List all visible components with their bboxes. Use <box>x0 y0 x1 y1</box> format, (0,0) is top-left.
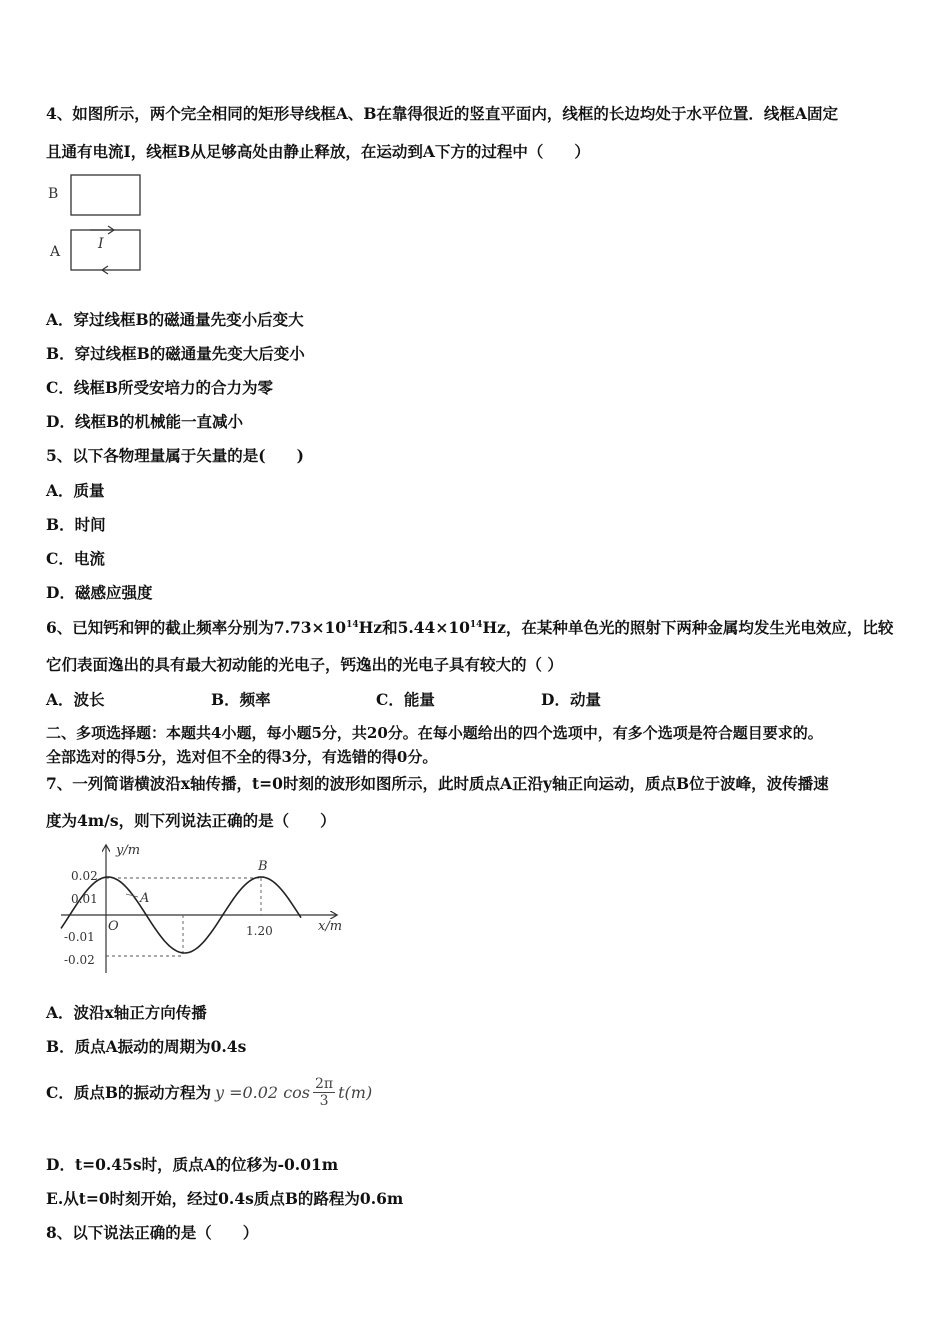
q4-option-d: D．线框B的机械能一直减小 <box>46 412 244 431</box>
q6-option-a: A．波长 <box>46 690 105 709</box>
q4-option-c: C．线框B所受安培力的合力为零 <box>46 378 273 397</box>
q5-option-a: A．质量 <box>46 481 105 500</box>
tick-0-02: 0.02 <box>71 869 98 883</box>
q4-stem-line1: 4、如图所示，两个完全相同的矩形导线框A、B在靠得很近的竖直平面内，线框的长边均处于水平位置．线框A固定 <box>46 104 838 123</box>
q6-option-b: B．频率 <box>211 690 271 709</box>
q7-stem-line2: 度为4m/s，则下列说法正确的是（ ） <box>46 811 336 830</box>
q5-option-b: B．时间 <box>46 515 106 534</box>
q5-stem: 5、以下各物理量属于矢量的是( ) <box>46 446 304 465</box>
q4-figure-label-b: B <box>48 186 59 202</box>
q7-option-c: C．质点B的振动方程为 y =0.02 cos $\frac{2\pi}{3}$ t(m) <box>46 1075 373 1109</box>
q7-wave-graph <box>56 838 356 978</box>
point-a-label: A <box>140 891 150 906</box>
q7-option-a: A．波沿x轴正方向传播 <box>46 1003 207 1022</box>
q6-option-c: C．能量 <box>376 690 435 709</box>
tick-neg-0-01: -0.01 <box>64 930 95 944</box>
section2-line1: 二、多项选择题：本题共4小题，每小题5分，共20分。在每小题给出的四个选项中，有多个选项是符合题目要求的。 <box>46 724 823 742</box>
q7-option-e: E.从t=0时刻开始，经过0.4s质点B的路程为0.6m <box>46 1189 404 1208</box>
y-axis-label: y/m <box>116 843 141 858</box>
q6-stem-line2: 它们表面逸出的具有最大初动能的光电子，钙逸出的光电子具有较大的（ ） <box>46 655 563 674</box>
q7-option-d: D．t=0.45s时，质点A的位移为-0.01m <box>46 1155 339 1174</box>
q7-option-b: B．质点A振动的周期为0.4s <box>46 1037 247 1056</box>
q4-option-a: A．穿过线框B的磁通量先变小后变大 <box>46 310 304 329</box>
q4-figure-current-label: I <box>98 236 104 252</box>
q6-stem-line1: 6、已知钙和钾的截止频率分别为$7.73\times 10^{14}Hz$和$5.44\times 10^{14}Hz$，在某种单色光的照射下两种金属均发生光电效应，比较 <box>46 618 894 637</box>
x-axis-label: x/m <box>318 919 343 934</box>
origin-label: O <box>108 919 119 934</box>
frame-a <box>71 230 140 270</box>
q4-stem-line2: 且通有电流I，线框B从足够高处由静止释放，在运动到A下方的过程中（ ） <box>46 142 590 161</box>
point-b-label: B <box>258 859 268 874</box>
q4-figure <box>44 168 154 280</box>
q6-options <box>46 688 706 710</box>
q8-stem: 8、以下说法正确的是（ ） <box>46 1223 259 1242</box>
tick-neg-0-02: -0.02 <box>64 953 95 967</box>
q4-figure-label-a: A <box>50 244 61 260</box>
q5-option-d: D．磁感应强度 <box>46 583 153 602</box>
frame-b <box>71 175 140 215</box>
q5-option-c: C．电流 <box>46 549 105 568</box>
tick-1-20: 1.20 <box>246 924 273 938</box>
q6-option-d: D．动量 <box>541 690 601 709</box>
q4-option-b: B．穿过线框B的磁通量先变大后变小 <box>46 344 305 363</box>
tick-0-01: 0.01 <box>71 892 98 906</box>
section2-line2: 全部选对的得5分，选对但不全的得3分，有选错的得0分。 <box>46 748 438 766</box>
q7-stem-line1: 7、一列简谐横波沿x轴传播，t=0时刻的波形如图所示，此时质点A正沿y轴正向运动，质点B位于波峰，波传播速 <box>46 774 829 793</box>
